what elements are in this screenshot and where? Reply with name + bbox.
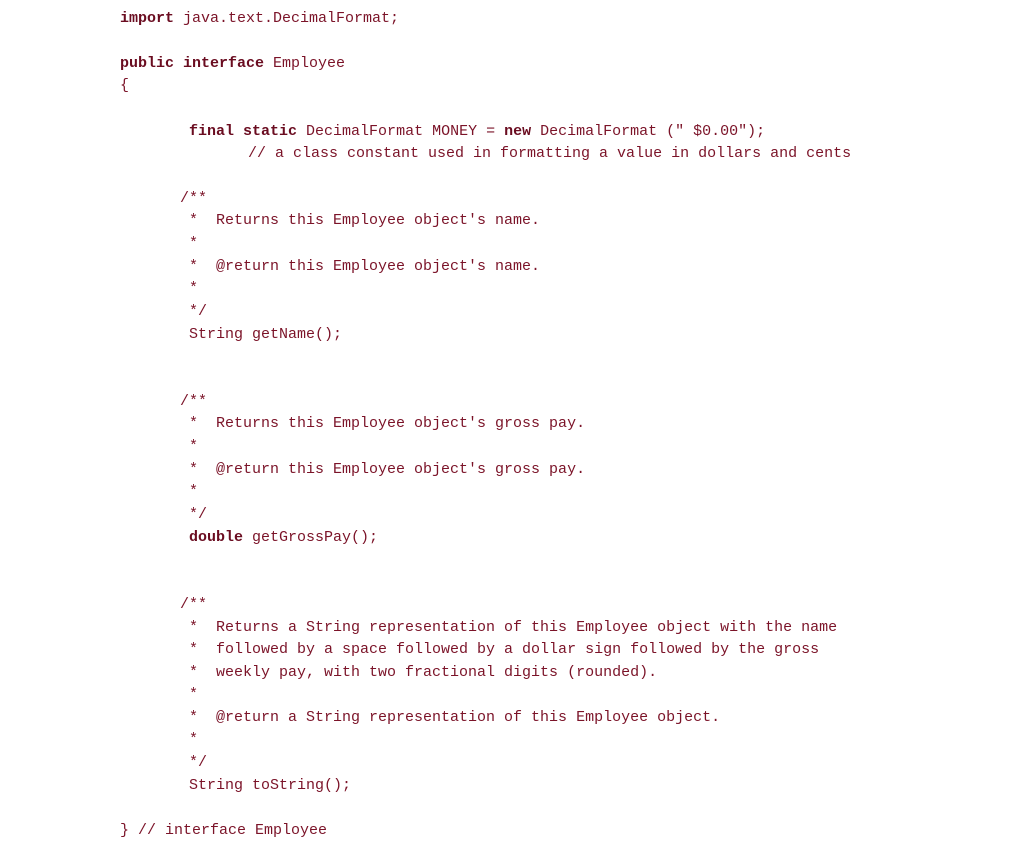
javadoc-line: * weekly pay, with two fractional digits (rounded). — [180, 664, 658, 681]
keyword: new — [504, 123, 532, 140]
javadoc-line: * followed by a space followed by a dollar sign followed by the gross — [180, 641, 820, 658]
code-text: java.text.DecimalFormat; — [174, 10, 400, 27]
getname-signature: String getName(); — [189, 326, 343, 343]
javadoc-line: * @return this Employee object's gross pay. — [180, 461, 586, 478]
getgrosspay-signature — [189, 529, 378, 547]
code-text: getGrossPay(); — [243, 529, 379, 546]
javadoc-line: /** — [180, 596, 208, 613]
close-brace-comment: } // interface Employee — [120, 822, 328, 839]
keyword: interface — [183, 55, 265, 72]
keyword: public — [120, 55, 175, 72]
javadoc-line: * @return a String representation of this Employee object. — [180, 709, 721, 726]
open-brace: { — [120, 77, 130, 94]
keyword: final — [189, 123, 235, 140]
javadoc-line: * — [180, 438, 199, 455]
keyword: import — [120, 10, 175, 27]
keyword: static — [243, 123, 298, 140]
keyword: double — [189, 529, 244, 546]
code-text: Employee — [264, 55, 346, 72]
import-line — [120, 10, 399, 28]
javadoc-line: */ — [180, 303, 208, 320]
code-text: DecimalFormat (" $0.00"); — [531, 123, 766, 140]
money-constant-line — [189, 123, 765, 141]
javadoc-line: * — [180, 280, 199, 297]
javadoc-line: */ — [180, 754, 208, 771]
javadoc-line: * — [180, 731, 199, 748]
javadoc-line: * Returns this Employee object's name. — [180, 212, 541, 229]
javadoc-line: * Returns this Employee object's gross pay. — [180, 415, 586, 432]
money-comment: // a class constant used in formatting a value in dollars and cents — [248, 145, 852, 162]
javadoc-line: * Returns a String representation of this Employee object with the name — [180, 619, 838, 636]
javadoc-line: * @return this Employee object's name. — [180, 258, 541, 275]
javadoc-line: * — [180, 483, 199, 500]
javadoc-line: /** — [180, 393, 208, 410]
javadoc-line: * — [180, 686, 199, 703]
javadoc-line: /** — [180, 190, 208, 207]
code-text: DecimalFormat MONEY = — [297, 123, 505, 140]
javadoc-line: * — [180, 235, 199, 252]
tostring-signature: String toString(); — [189, 777, 352, 794]
interface-declaration — [120, 55, 345, 73]
javadoc-line: */ — [180, 506, 208, 523]
